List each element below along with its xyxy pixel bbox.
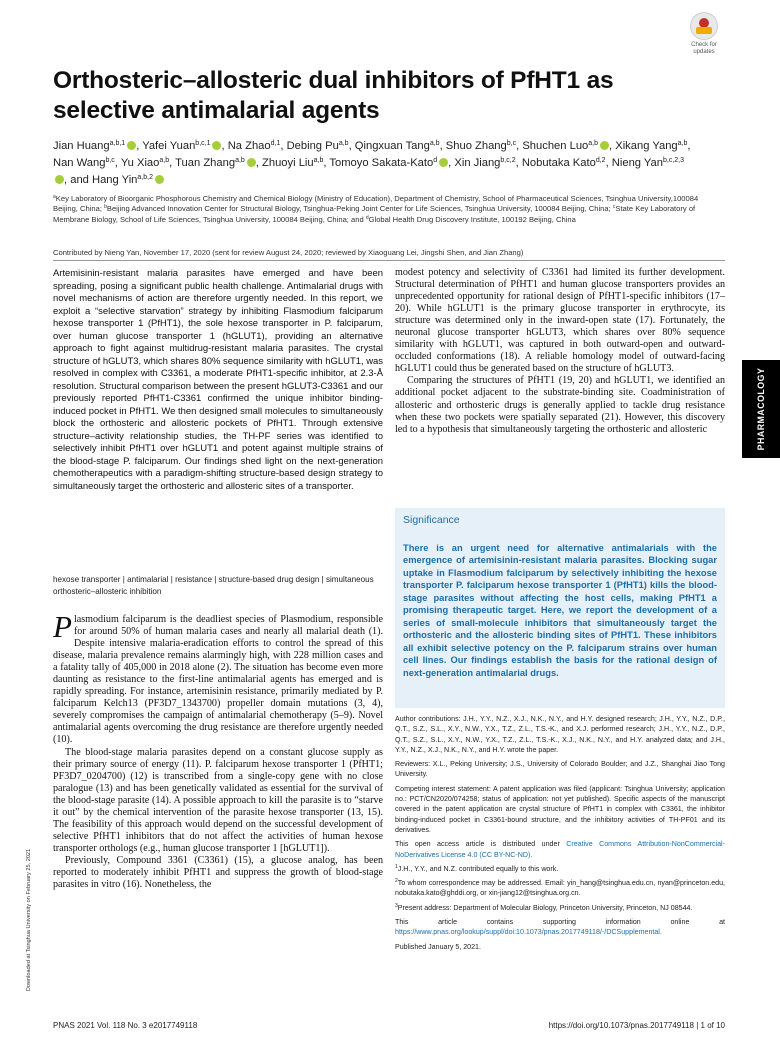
- section-tab: [742, 360, 780, 458]
- right-paragraph-2: Comparing the structures of PfHT1 (19, 20) and hGLUT1, we identified an additional pocket adjacent to the substrate-binding site. Coadministration of allosteric and orthosteric drugs is generally applied to tackle drug resistance when these two pockets were spatially separated (21). However, this discovery led to a hypothesis that simultaneously targeting the orthosteric and allosteric: [395, 375, 725, 435]
- orcid-icon[interactable]: [600, 141, 609, 150]
- right-column-text: [395, 267, 725, 436]
- author[interactable]: Na Zhao: [227, 140, 271, 152]
- author[interactable]: Xikang Yang: [615, 140, 678, 152]
- check-updates-label: Check for updates: [691, 42, 717, 55]
- open-access-note: This open access article is distributed under Creative Commons Attribution-NonCommercial-NoDerivatives License 4.0 (CC BY-NC-ND).: [395, 840, 725, 859]
- article-title: Orthosteric–allosteric dual inhibitors of PfHT1 as selective antimalarial agents: [53, 67, 614, 124]
- section-tab-label: PHARMACOLOGY: [756, 367, 766, 451]
- author[interactable]: Yu Xiao: [120, 156, 160, 169]
- article-notes: [395, 714, 725, 956]
- contributed-line: Contributed by Nieng Yan, November 17, 2020 (sent for review August 24, 2020; reviewed by Xiaoguang Lei, Jingshi Shen, and Jian Zhang): [53, 248, 524, 257]
- author[interactable]: Shuchen Luo: [522, 140, 589, 152]
- intro-paragraph-1: Plasmodium falciparum is the deadliest species of Plasmodium, responsible for around 50% of human malaria cases and nearly all malarial death (1). Despite intensive malaria-eradication efforts to control the spread of this disease, malaria prevalence remains alarmingly high, with 228 million cases and a fatality tally of 405,000 in 2018 alone (2). The situation has become even more daunting as resistance to the first-line antimalarial agents has emerged and is rapidly spreading. For instance, artemisinin resistance, primarily mediated by P. falciparum Kelch13 (PF3D7_1343700) propeller domain mutations (3, 4), severely compromises the campaign of antimalarial chemotherapy (5–9). Novel antimalarial agents overcoming the drug resistance are therefore urgently needed (10).: [53, 609, 383, 746]
- abstract-text: Artemisinin-resistant malaria parasites have emerged and have been spreading, posing a significant public health challenge. Antimalarial drugs with novel mechanisms of action are therefore urgently needed. In this report, we exploit a “selective starvation” strategy by inhibiting Flasmodium falciparum hexose transporter 1 (PfHT1), the sole hexose transporter in P. falciparum, over human glucose transporter 1 (hGLUT1), providing an alternative approach to fight against multidrug-resistant malaria parasites. The crystal structure of hGLUT3, which shares 80% sequence similarity with hGLUT1, was resolved in complex with C3361, a moderate PfHT1-specific inhibitor, at 2.3-Å resolution. Structural comparison between the present hGLUT3-C3361 and our previously reported PfHT1-C3361 confirmed the unique inhibitor binding-induced pocket in PfHT1. We then designed small molecules to simultaneously block the orthosteric and allosteric pockets of PfHT1. Through extensive structure–activity relationship studies, the TH-PF series was identified to selectively inhibit PfHT1 over hGLUT1 and potent against multiple strains of the blood-stage P. falciparum. Our findings shed light on the next-generation chemotherapeutics with a paradigm-shifting structure-based design strategy to simultaneously target the orthosteric and allosteric sites of a transporter.: [53, 268, 383, 492]
- author[interactable]: Xin Jiang: [454, 156, 501, 169]
- doi-page-number[interactable]: https://doi.org/10.1073/pnas.2017749118 | 1 of 10: [548, 1021, 725, 1030]
- orcid-icon[interactable]: [247, 158, 256, 167]
- author[interactable]: Nieng Yan: [611, 156, 663, 169]
- download-stamp: [24, 820, 34, 1020]
- author[interactable]: Tomoyo Sakata-Kato: [329, 156, 434, 169]
- significance-title: Significance: [403, 514, 460, 526]
- download-stamp-text: Downloaded at Tsinghua University on February 25, 2021: [26, 848, 32, 992]
- orcid-icon[interactable]: [55, 175, 64, 184]
- author[interactable]: Shuo Zhang: [445, 140, 507, 152]
- significance-text: There is an urgent need for alternative antimalarials with the emergence of artemisinin-resistant malaria parasites. Blocking sugar uptake in Flasmodium falciparum by selectively inhibiting the hexose transporter P. falciparum hexose transporter 1 (PfHT1) kills the blood-stage parasites without affecting the host cells, making PfHT1 a promising therapeutic target. Here, we report the development of a series of small-molecule inhibitors that simultaneously target the orthosteric and the allosteric binding sites of PfHT1. These inhibitors all exhibit selective potency on the P. falciparum strains over human cell lines. Our findings establish the basis for the rational design of next-generation antimalarial drugs.: [403, 543, 717, 678]
- author[interactable]: Jian Huang: [53, 140, 110, 152]
- affiliation-c: State Key Laboratory of Membrane Biology, School of Life Sciences, Tsinghua University, 100084 Beijing, China; and: [53, 204, 696, 224]
- orcid-icon[interactable]: [155, 175, 164, 184]
- present-address-note: $^3$Present address: Department of Molecular Biology, Princeton University, Princeton, NJ 08544.: [395, 902, 693, 912]
- author[interactable]: Yafei Yuan: [142, 140, 196, 152]
- author[interactable]: Nobutaka Kato: [521, 156, 596, 169]
- orcid-icon[interactable]: [127, 141, 136, 150]
- license-link[interactable]: Creative Commons Attribution-NonCommercial-NoDerivatives License 4.0 (CC BY-NC-ND).: [395, 840, 725, 859]
- equal-contribution-note: $^1$J.H., Y.Y., and N.Z. contributed equally to this work.: [395, 863, 559, 873]
- published-date: Published January 5, 2021.: [395, 942, 481, 951]
- affiliation-a: Key Laboratory of Bioorganic Phosphorous Chemistry and Chemical Biology (Ministry of Education), Department of Chemistry, School of Pharmaceutical Sciences, Tsinghua University,100084 Beijing, China;: [53, 194, 699, 214]
- affiliation-b: Beijing Advanced Innovation Center for Structural Biology, Tsinghua-Peking Joint Center for Life Sciences, Tsinghua University, 100084 Beijing, China;: [106, 204, 611, 214]
- affiliation-d: Global Health Drug Discovery Institute, 100192 Beijing, China: [368, 214, 576, 224]
- competing-interest: Competing interest statement: A patent application was filed (applicant: Tsinghua University; application no.: PCT/CN2020/074258; status of application: not yet published). Specific aspects of the manuscript covered in the patent application are crystal structure of PfHT1 in complex with C3361, the inhibitor binding-induced pocket in C3361-bound structure, and the inhibitory activities of TH-PF01 and its derivatives.: [395, 784, 725, 834]
- drop-cap: P: [53, 609, 72, 644]
- supporting-info-note: This article contains supporting information online at https://www.pnas.org/lookup/suppl/doi:10.1073/pnas.2017749118/-/DCSupplemental.: [395, 918, 725, 937]
- abstract: [53, 268, 383, 493]
- orcid-icon[interactable]: [439, 158, 448, 167]
- right-paragraph-1: modest potency and selectivity of C3361 had limited its further development. Structural determination of PfHT1 and human glucose transporters provides an unprecedented opportunity for rational design of PfHT1-specific inhibitors (17–20). While hGLUT1 is the primary glucose transporter in erythrocyte, its structure was determined only in the inward-open state (17). Fortunately, the neuronal glucose transporter hGLUT3, which shares over 80% sequence similarity with hGLUT1, was captured in both outward-open and outward-occluded conformations (18). A reliable homology model of outward-facing hGLUT1 could thus be generated based on the structure of hGLUT3.: [395, 267, 725, 375]
- check-updates-icon: [690, 12, 718, 40]
- affiliations: $^a$Key Laboratory of Bioorganic Phosphorous Chemistry and Chemical Biology (Ministry of Education), Department of Chemistry, School of Pharmaceutical Sciences, Tsinghua University,100084 Beijing, China; $^b$Beijing Advanced Innovation Center for Structural Biology, Tsinghua-Peking Joint Center for Life Sciences, Tsinghua University, 100084 Beijing, China; $^c$State Key Laboratory of Membrane Biology, School of Life Sciences, Tsinghua University, 100084 Beijing, China; and $^d$Global Health Drug Discovery Institute, 100192 Beijing, China: [53, 194, 699, 224]
- intro-paragraph-3: Previously, Compound 3361 (C3361) (15), a glucose analog, has been reported to moderately inhibit PfHT1 and suppress the growth of blood-stage parasites in vitro (16). Nonetheless, the: [53, 854, 383, 891]
- reviewers-note: Reviewers: X.L., Peking University; J.S., University of Colorado Boulder; and J.Z., Shanghai Jiao Tong University.: [395, 760, 725, 779]
- introduction-column: [53, 609, 383, 891]
- header-divider: [53, 260, 725, 261]
- author[interactable]: Nan Wang: [53, 156, 106, 169]
- author-contributions: Author contributions: J.H., Y.Y., N.Z., X.J., N.K., N.Y., and H.Y. designed research; J.H., Y.Y., N.Z., D.P., Q.T., S.Z., S.L., X.Y., N.W., Y.X., T.Z., Z.L., T.S.-K., and X.J. performed research; J.H., Y.Y., N.Z., D.P., Q.T., S.Z., S.L., X.Y., N.W., Y.X., T.Z., Z.L., T.S.-K., X.J., N.K., N.Y., and H.Y. analyzed data; and J.H., Y.Y., N.Z., X.J., N.K., N.Y., and H.Y. wrote the paper.: [395, 715, 725, 754]
- author-list: Jian Huang$^{a,b,1}$ , Yafei Yuan$^{b,c,1}$ , Na Zhao$^{d,1}$, Debing Pu$^{a,b}$, Qingxuan Tang$^{a,b}$, Shuo Zhang$^{b,c}$, Shuchen Luo$^{a,b}$ , Xikang Yang$^{a,b}$, Nan Wang$^{b,c}$, Yu Xiao$^{a,b}$, Tuan Zhang$^{a,b}$ , Zhuoyi Liu$^{a,b}$, Tomoyo Sakata-Kato$^d$ , Xin Jiang$^{b,c,2}$, Nobutaka Kato$^{d,2}$, Nieng Yan$^{b,c,2,3}$, and Hang Yin$^{a,b,2}$: [53, 140, 691, 186]
- author[interactable]: Hang Yin: [92, 173, 138, 186]
- correspondence-note: $^2$To whom correspondence may be addressed. Email: yin_hang@tsinghua.edu.cn, nyan@princeton.edu, nobutaka.kato@ghddi.org, or xin-jiang12@tsinghua.org.cn.: [395, 878, 725, 898]
- intro-paragraph-2: The blood-stage malaria parasites depend on a constant glucose supply as their primary source of energy (11). P. falciparum hexose transporter 1 (PfHT1; PF3D7_0204700) (12) is transcribed from a single-copy gene with no close paralogue (13) and has been genetically validated as essential for the survival of the blood-stage parasite (14). A possible approach to kill the parasite is to “starve it out” by the chemical intervention of the parasite hexose transporter (13, 15). The feasibility of this approach would depend on the successful development of selective PfHT1 inhibitors that do not affect the activities of human hexose transporter orthologs (e.g., human glucose transporter 1 [hGLUT1]).: [53, 746, 383, 854]
- supplemental-link[interactable]: https://www.pnas.org/lookup/suppl/doi:10.1073/pnas.2017749118/-/DCSupplemental.: [395, 928, 662, 937]
- significance-box: [395, 508, 725, 708]
- author[interactable]: Debing Pu: [286, 140, 339, 152]
- author[interactable]: Qingxuan Tang: [354, 140, 430, 152]
- journal-citation: PNAS 2021 Vol. 118 No. 3 e2017749118: [53, 1021, 198, 1030]
- keywords: hexose transporter | antimalarial | resistance | structure-based drug design | simultaneous orthosteric–allosteric inhibition: [53, 575, 374, 596]
- author[interactable]: Tuan Zhang: [175, 156, 236, 169]
- author[interactable]: Zhuoyi Liu: [262, 156, 314, 169]
- orcid-icon[interactable]: [212, 141, 221, 150]
- check-for-updates-badge[interactable]: [684, 12, 724, 58]
